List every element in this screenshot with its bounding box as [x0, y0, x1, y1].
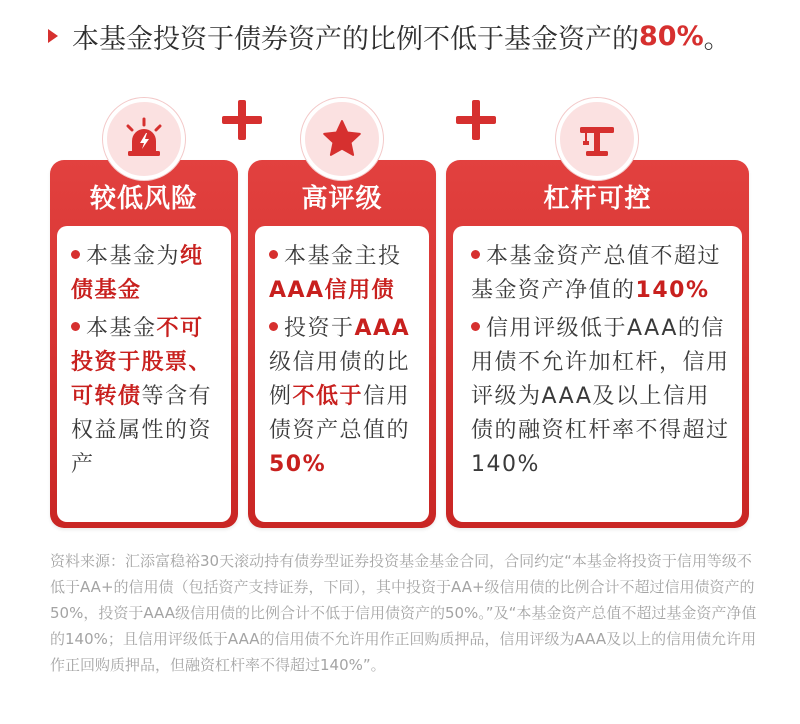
headline-highlight: 80% — [639, 20, 704, 52]
item-emphasis: 不可投资于股票、可转债 — [71, 316, 213, 409]
list-item — [71, 312, 221, 482]
card-title: 高评级 — [301, 184, 383, 214]
list-item — [269, 312, 419, 482]
list-item — [269, 240, 419, 308]
item-text: 信用评级低于AAA的信用债不允许加杠杆，信用评级为AAA及以上信用债的融资杠杆率不得超过140% — [471, 316, 730, 477]
item-emphasis: 50% — [269, 452, 327, 477]
list-item — [71, 240, 221, 308]
item-emphasis: AAA信用债 — [269, 278, 396, 303]
headline-end: 。 — [703, 23, 731, 55]
headline — [48, 14, 731, 58]
bullet-dot-icon — [71, 322, 80, 331]
card-leverage-control — [446, 160, 749, 528]
card-low-risk — [50, 160, 238, 528]
item-text: 信用债资产总值的 — [269, 384, 411, 443]
card-body — [57, 226, 231, 522]
item-text: 本基金资产总值不超过基金资产净值的 — [471, 244, 722, 303]
card-body — [255, 226, 429, 522]
headline-text: 本基金投资于债券资产的比例不低于基金资产的 — [72, 23, 639, 55]
list-item — [471, 240, 732, 308]
item-emphasis: 不低于 — [292, 384, 364, 409]
item-text: 等含有权益属性的资产 — [71, 384, 213, 477]
item-text: 本基金主投 — [284, 244, 402, 269]
item-emphasis: 140% — [635, 278, 710, 303]
card-title: 较低风险 — [89, 184, 198, 214]
bullet-dot-icon — [269, 250, 278, 259]
plus-icon — [456, 100, 496, 140]
card-body — [453, 226, 742, 522]
item-emphasis: 纯债基金 — [71, 244, 204, 303]
triangle-bullet-icon — [48, 29, 58, 43]
item-emphasis: AAA — [354, 316, 411, 341]
star-icon — [301, 98, 383, 180]
alarm-light-icon — [103, 98, 185, 180]
item-text: 级信用债的比例 — [269, 350, 411, 409]
item-text: 本基金 — [86, 316, 157, 341]
plus-icon — [222, 100, 262, 140]
card-high-rating — [248, 160, 436, 528]
bullet-dot-icon — [71, 250, 80, 259]
source-footnote: 资料来源：汇添富稳裕30天滚动持有债券型证券投资基金基金合同，合同约定“本基金将投资于信用等级不低于AA+的信用债（包括资产支持证券，下同），其中投资于AA+级信用债的比例合计不超过信用债资产的50%，投资于AAA级信用债的比例合计不低于信用债资产的50%。”及“本基金资产总值不超过基金资产净值的140%；且信用评级低于AAA的信用债不允许用作正回购质押品，信用评级为AAA及以上的信用债允许用作正回购质押品，但融资杠杆率不得超过140%”。 — [50, 552, 757, 674]
lever-icon — [556, 98, 638, 180]
bullet-dot-icon — [471, 322, 480, 331]
item-text: 投资于 — [284, 316, 355, 341]
list-item — [471, 312, 732, 482]
bullet-dot-icon — [471, 250, 480, 259]
bullet-dot-icon — [269, 322, 278, 331]
item-text: 本基金为 — [86, 244, 181, 269]
card-title: 杠杆可控 — [543, 184, 652, 214]
